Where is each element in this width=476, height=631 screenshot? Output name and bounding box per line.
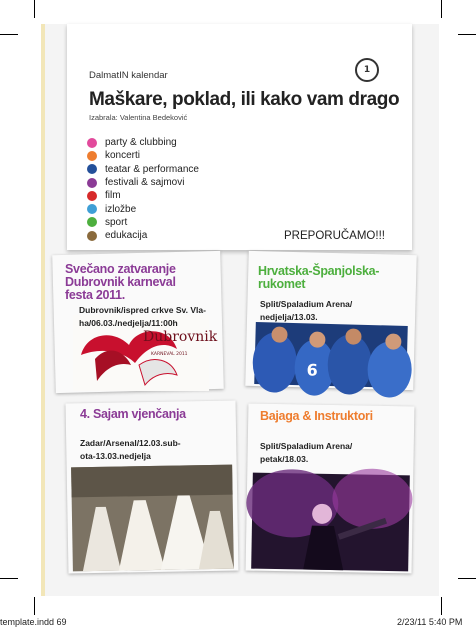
file-slug: template.indd 69 — [0, 617, 67, 627]
concert-dot-icon — [87, 151, 97, 161]
event-title: Hrvatska-Španjolska- rukomet — [258, 264, 380, 292]
legend-label: teatar & performance — [105, 163, 199, 175]
legend-item — [87, 176, 199, 189]
theatre-dot-icon — [87, 164, 97, 174]
legend-item — [87, 163, 199, 176]
legend-item — [87, 229, 199, 242]
crop-mark — [458, 578, 476, 579]
legend-label: party & clubbing — [105, 137, 177, 149]
legend-item — [87, 149, 199, 162]
legend-label: festivali & sajmovi — [105, 177, 185, 189]
poster-title: Dubrovnik — [143, 329, 218, 345]
legend-item — [87, 136, 199, 149]
education-dot-icon — [87, 231, 97, 241]
category-legend — [87, 136, 199, 242]
event-info: Zadar/Arsenal/12.03.sub- ota-13.03.nedjelja — [80, 438, 181, 462]
festival-dot-icon — [87, 178, 97, 188]
event-info: Dubrovnik/ispred crkve Sv. Vla- ha/06.03./nedjelja/11:00h — [79, 305, 206, 329]
legend-item — [87, 216, 199, 229]
author: Izabrala: Valentina Bedeković — [89, 113, 188, 122]
legend-item — [87, 189, 199, 202]
legend-label: sport — [105, 216, 128, 228]
wedding-dresses-image — [71, 465, 234, 572]
sport-dot-icon — [87, 217, 97, 227]
legend-label: film — [105, 190, 121, 202]
crop-mark — [441, 0, 442, 18]
jersey-number: 6 — [306, 360, 318, 380]
poster-subtitle: KARNEVAL 2011 — [151, 352, 188, 357]
calendar-header-card — [67, 24, 412, 250]
legend-label: izložbe — [105, 203, 137, 215]
datetime-slug: 2/23/11 5:40 PM — [397, 617, 463, 627]
page-edge — [41, 24, 45, 596]
page-title: Maškare, poklad, ili kako vam drago — [89, 89, 400, 110]
concert-band-image — [251, 473, 410, 572]
calendar-icon: 1 — [355, 58, 379, 82]
party-dot-icon — [87, 138, 97, 148]
crop-mark — [0, 578, 18, 579]
crop-mark — [441, 597, 442, 615]
event-info: Split/Spaladium Arena/ nedjelja/13.03. — [260, 299, 353, 323]
crop-mark — [34, 597, 35, 615]
legend-label: koncerti — [105, 150, 141, 162]
handball-team-image — [254, 322, 408, 388]
crop-mark — [0, 34, 18, 35]
kicker: DalmatIN kalendar — [89, 70, 168, 81]
crop-mark — [458, 34, 476, 35]
legend-label: edukacija — [105, 230, 148, 242]
recommend-label: PREPORUČAMO!!! — [284, 230, 385, 242]
film-dot-icon — [87, 191, 97, 201]
event-info: Split/Spaladium Arena/ petak/18.03. — [260, 441, 353, 465]
crop-mark — [34, 0, 35, 18]
event-title: Bajaga & Instruktori — [260, 409, 373, 423]
event-title: Svečano zatvaranje Dubrovnik karneval festa 2011. — [65, 262, 176, 303]
event-title: 4. Sajam vjenčanja — [80, 407, 186, 421]
legend-item — [87, 202, 199, 215]
exhibition-dot-icon — [87, 204, 97, 214]
